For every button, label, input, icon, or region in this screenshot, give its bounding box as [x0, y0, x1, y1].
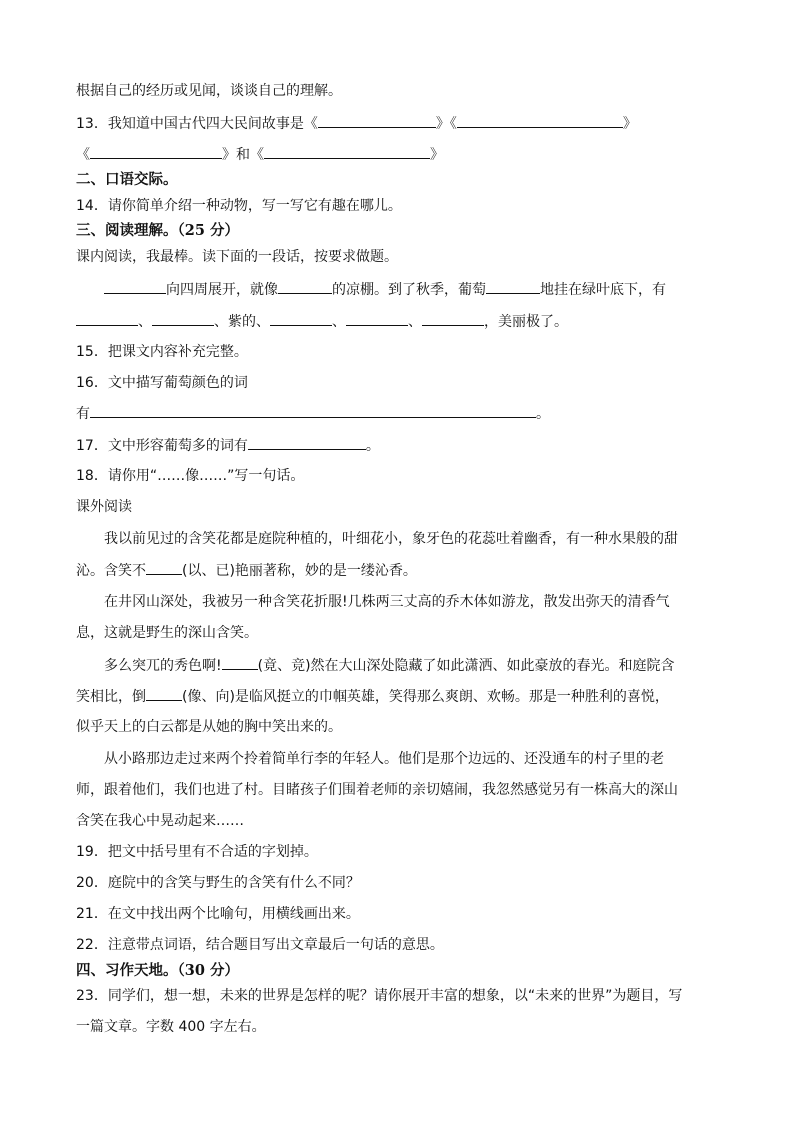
question-19: 19．把文中括号里有不合适的字划掉。: [76, 844, 318, 860]
q16-blank[interactable]: [90, 403, 536, 418]
extra-reading-heading: 课外阅读: [76, 499, 132, 515]
passage-blank-6[interactable]: [270, 311, 332, 326]
q13-blank-4[interactable]: [264, 144, 430, 159]
article-line-2: [76, 560, 716, 581]
section-4-heading: 四、习作天地。（30 分）: [76, 962, 239, 979]
q13-sep: 》《: [435, 116, 457, 132]
passage-blank-4[interactable]: [76, 311, 138, 326]
q13-end: 》: [430, 147, 444, 163]
q16-prefix: 有: [76, 406, 90, 422]
article-text: 沁。含笑不: [76, 563, 146, 579]
passage-text: 、: [138, 314, 152, 330]
passage-text: 、: [408, 314, 422, 330]
question-18: 18．请你用“……像……”写一句话。: [76, 468, 305, 484]
article-line-1: 我以前见过的含笑花都是庭院种植的，叶细花小，象牙色的花蕊吐着幽香，有一种水果般的甜: [104, 531, 678, 547]
q13-blank-2[interactable]: [457, 113, 623, 128]
reading-intro: 课内阅读，我最棒。读下面的一段话，按要求做题。: [76, 249, 398, 265]
article-line-5: [104, 655, 716, 676]
article-line-10: 含笑在我心中晃动起来……: [76, 813, 244, 829]
passage-blank-1[interactable]: [104, 279, 166, 294]
passage-text: 、: [332, 314, 346, 330]
passage-text: 的凉棚。到了秋季，葡萄: [332, 282, 486, 298]
question-21: 21．在文中找出两个比喻句，用横线画出来。: [76, 906, 360, 922]
q13-open: 《: [76, 147, 90, 163]
q17-end: 。: [365, 438, 380, 454]
article-blank-2[interactable]: [222, 655, 258, 670]
q13-close: 》: [622, 116, 637, 132]
question-13-line-2: [76, 144, 716, 165]
article-blank-1[interactable]: [146, 560, 182, 575]
question-23-line-1: 23．同学们，想一想，未来的世界是怎样的呢？请你展开丰富的想象，以“未来的世界”为题目，写: [76, 988, 683, 1004]
section-3-heading: 三、阅读理解。（25 分）: [76, 222, 239, 239]
article-line-6: [76, 686, 716, 707]
q16-end: 。: [536, 406, 550, 422]
article-line-9: 师，跟着他们，我们也进了村。目睹孩子们围着老师的亲切嬉闹，我忽然感觉另有一株高大的深山: [76, 782, 678, 798]
passage-line-2: [76, 311, 716, 332]
passage-text: 地挂在绿叶底下，有: [540, 282, 666, 298]
question-20: 20．庭院中的含笑与野生的含笑有什么不同？: [76, 875, 360, 891]
passage-blank-3[interactable]: [486, 279, 540, 294]
passage-line-1: [104, 279, 716, 300]
article-text: (像、向)是临风挺立的巾帼英雄，笑得那么爽朗、欢畅。那是一种胜利的喜悦，: [182, 689, 669, 705]
q17-blank[interactable]: [248, 435, 366, 450]
question-17: [76, 435, 716, 456]
article-text: 多么突兀的秀色啊!: [104, 658, 222, 674]
article-text: 笑相比，倒: [76, 689, 146, 705]
question-23-line-2: 一篇文章。字数 400 字左右。: [76, 1019, 266, 1035]
q13-text: 13．我知道中国古代四大民间故事是《: [76, 116, 318, 132]
question-15: 15．把课文内容补充完整。: [76, 344, 248, 360]
article-text: (以、已)艳丽著称，妙的是一缕沁香。: [182, 563, 417, 579]
q12-continuation: 根据自己的经历或见闻，谈谈自己的理解。: [76, 83, 342, 99]
article-line-7: 似乎天上的白云都是从她的胸中笑出来的。: [76, 719, 342, 735]
article-blank-3[interactable]: [146, 686, 182, 701]
passage-blank-8[interactable]: [422, 311, 484, 326]
question-13-line-1: [76, 113, 716, 134]
q13-and: 》和《: [222, 147, 264, 163]
question-14: 14．请你简单介绍一种动物，写一写它有趣在哪儿。: [76, 198, 402, 214]
question-16: 16．文中描写葡萄颜色的词: [76, 375, 248, 391]
article-line-3: 在井冈山深处，我被另一种含笑花折服!几株两三丈高的乔木体如游龙，散发出弥天的清香气: [104, 594, 670, 610]
article-text: (竟、竞)然在大山深处隐藏了如此潇洒、如此豪放的春光。和庭院含: [257, 658, 675, 674]
passage-blank-5[interactable]: [152, 311, 214, 326]
article-line-8: 从小路那边走过来两个拎着简单行李的年轻人。他们是那个边远的、还没通车的村子里的老: [104, 751, 664, 767]
q13-blank-1[interactable]: [318, 113, 436, 128]
question-22: 22．注意带点词语，结合题目写出文章最后一句话的意思。: [76, 937, 444, 953]
passage-text: ，美丽极了。: [484, 314, 568, 330]
q17-text: 17．文中形容葡萄多的词有: [76, 438, 248, 454]
passage-blank-7[interactable]: [346, 311, 408, 326]
q13-blank-3[interactable]: [90, 144, 222, 159]
article-line-4: 息，这就是野生的深山含笑。: [76, 625, 258, 641]
passage-blank-2[interactable]: [278, 279, 332, 294]
section-2-heading: 二、口语交际。: [76, 171, 178, 188]
passage-text: 向四周展开，就像: [166, 282, 278, 298]
question-16-answer-line: [76, 403, 716, 424]
passage-text: 、紫的、: [214, 314, 270, 330]
